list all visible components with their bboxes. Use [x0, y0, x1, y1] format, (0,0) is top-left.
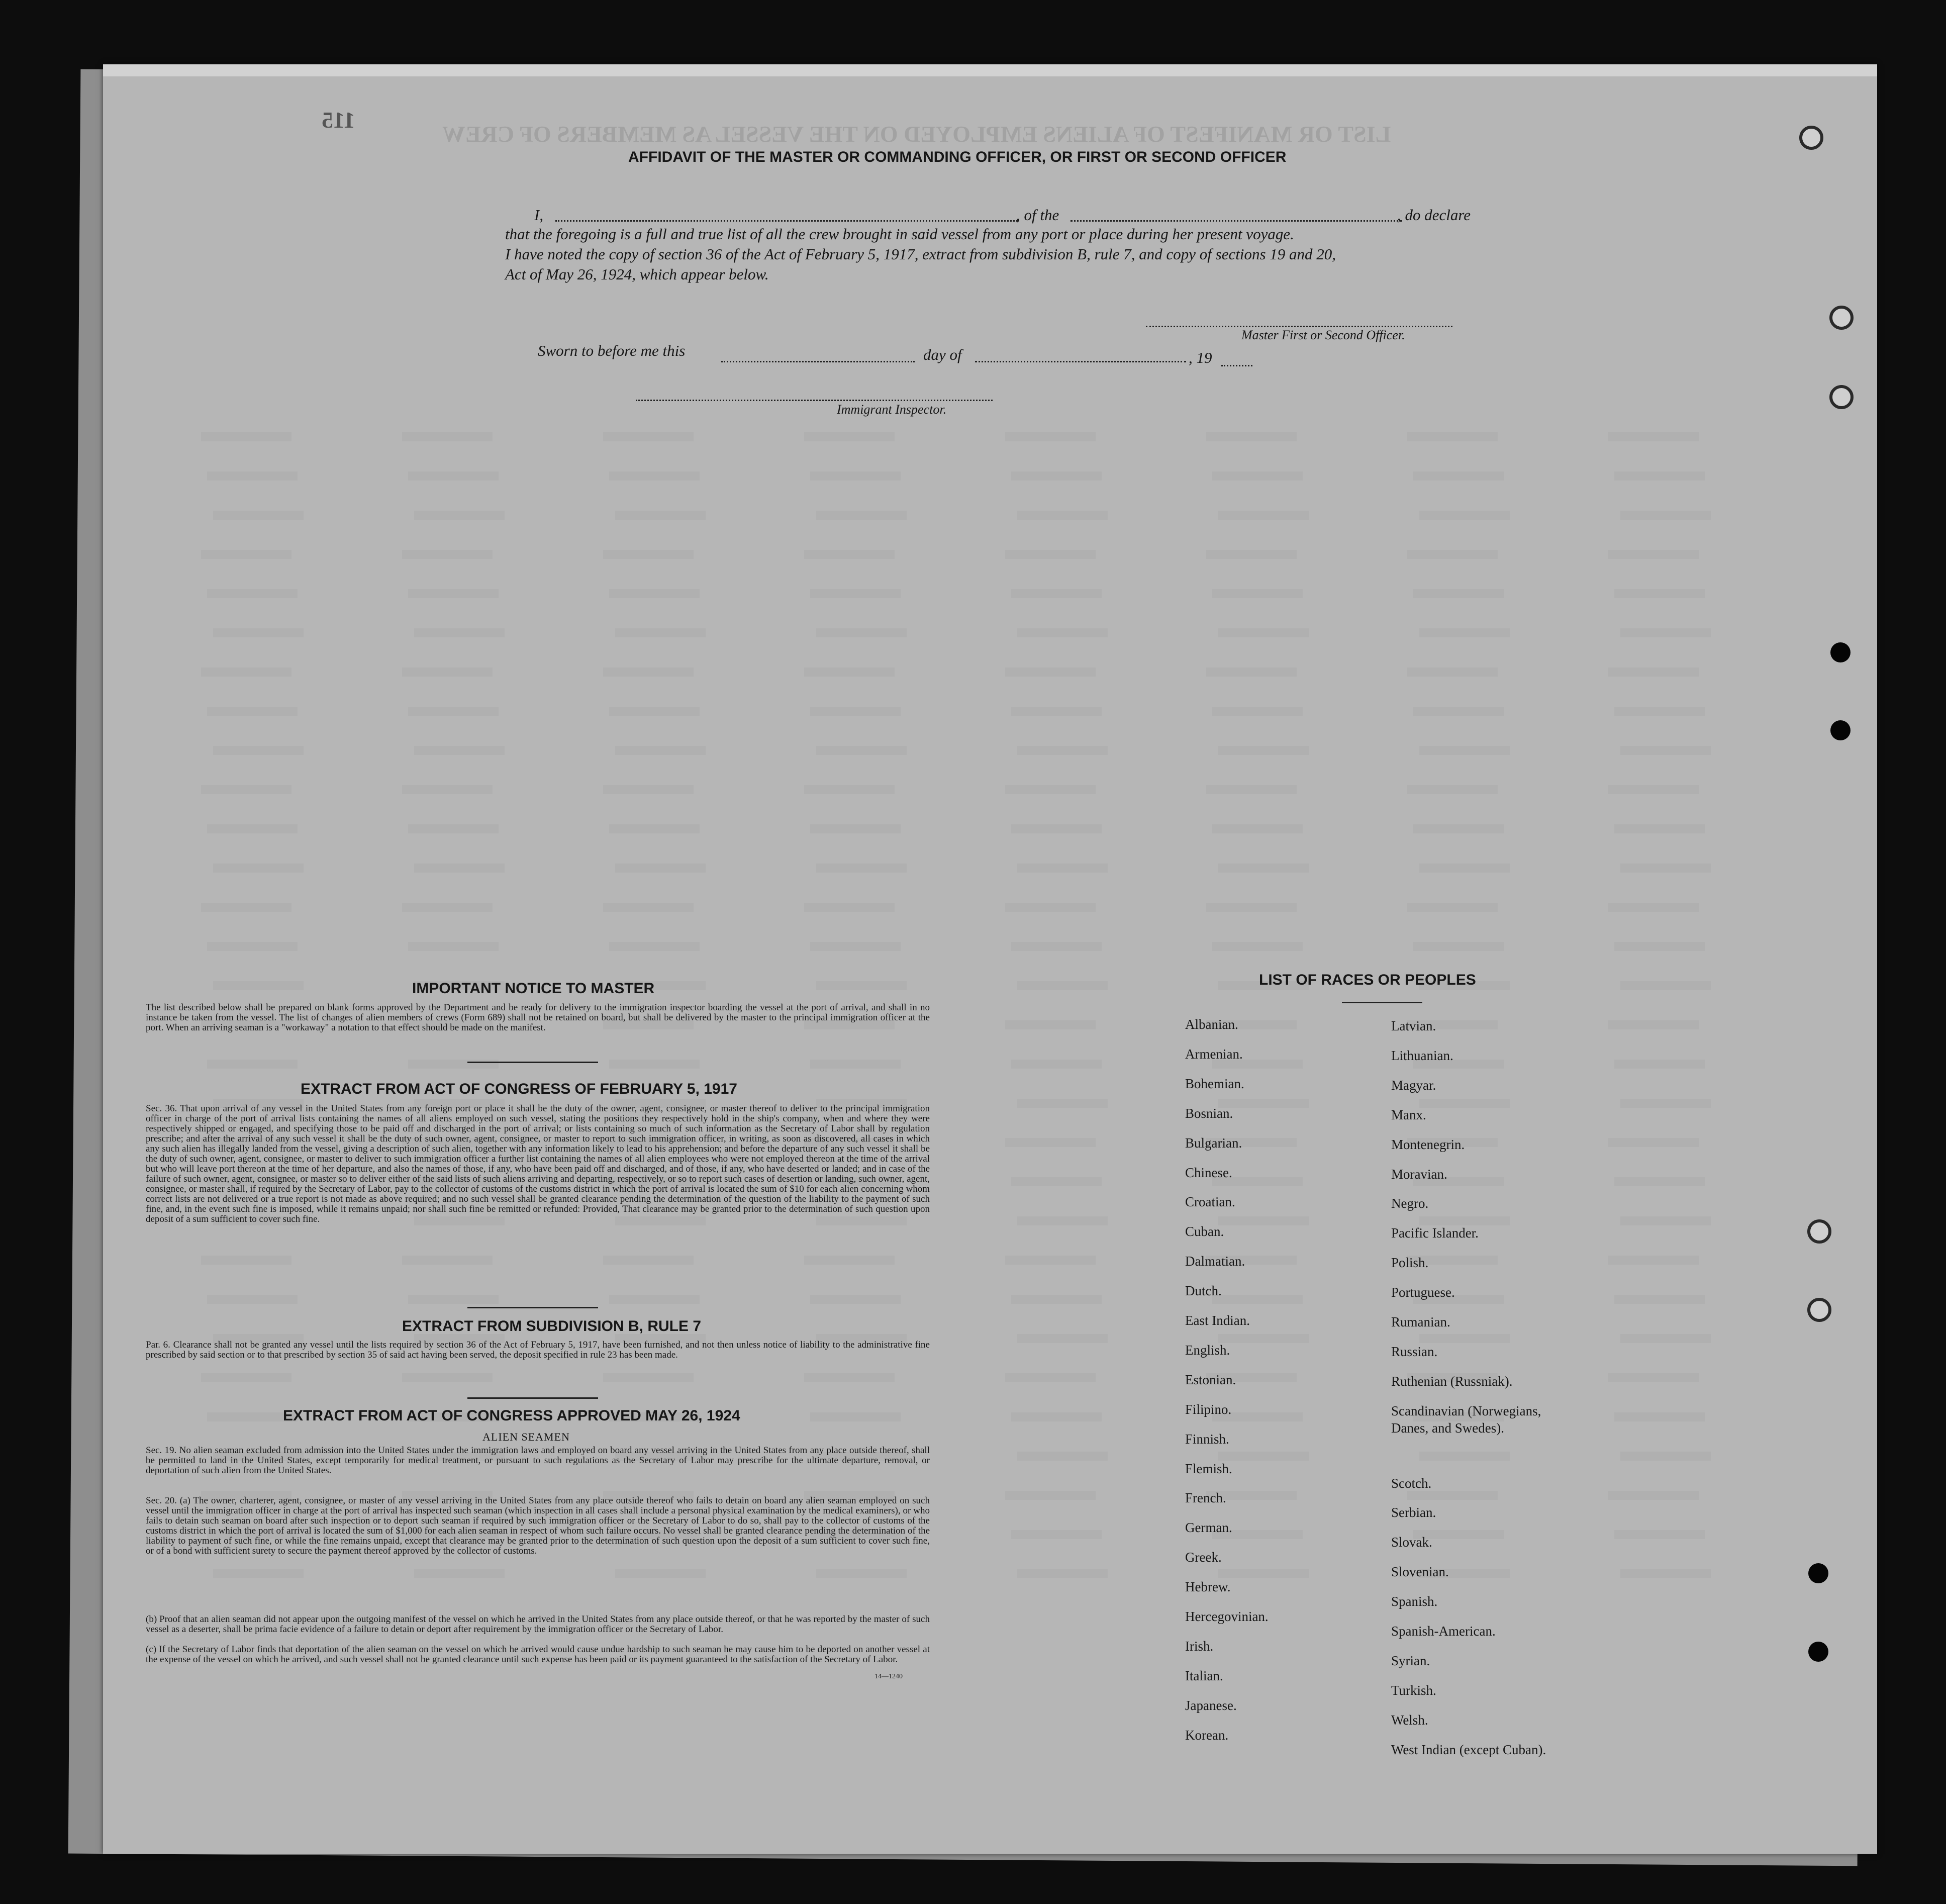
extract-1924-title: EXTRACT FROM ACT OF CONGRESS APPROVED MAY 26, 1924	[283, 1407, 740, 1424]
bleed-through-mark	[609, 707, 700, 716]
inspector-label: Immigrant Inspector.	[837, 402, 947, 417]
race-entry-right: Spanish.	[1391, 1594, 1438, 1609]
sec19-text: Sec. 19. No alien seaman excluded from admission into the United States under the immigration laws and employed on board any vessel arriving in the United States from any place outside thereof, shall be permitted to land in the United States, except temporarily for medical treatment, or pursuant to such regulations as the Secretary of Labor may prescribe for the ultimate departure, removal, or deportation of such alien from the United States.	[146, 1445, 930, 1476]
bleed-through-mark	[1413, 942, 1504, 951]
bleed-through-mark	[1005, 432, 1096, 441]
bleed-through-mark	[1212, 707, 1303, 716]
bleed-through-mark	[1212, 1295, 1303, 1304]
bleed-through-mark	[1608, 1020, 1699, 1029]
bleed-through-mark	[603, 785, 694, 794]
bleed-through-mark	[1620, 1334, 1711, 1343]
bleed-through-mark	[1212, 471, 1303, 481]
bleed-through-mark	[1218, 746, 1309, 755]
bleed-through-mark	[1212, 589, 1303, 598]
race-entry-right: Turkish.	[1391, 1682, 1436, 1698]
race-entry-left: Flemish.	[1185, 1461, 1232, 1476]
race-entry-left: Chinese.	[1185, 1165, 1232, 1180]
affidavit-line-3: Act of May 26, 1924, which appear below.	[505, 265, 769, 283]
punch-hole	[1830, 642, 1851, 662]
bleed-through-mark	[1005, 1491, 1096, 1500]
bleed-through-mark	[213, 746, 304, 755]
race-entry-left: Bulgarian.	[1185, 1135, 1242, 1151]
bleed-through-mark	[1218, 628, 1309, 637]
extract-1917-text: Sec. 36. That upon arrival of any vessel in the United States from any foreign port or place it shall be the duty of the owner, agent, consignee, or master thereof to deliver to the principal immigration officer in charge of the port of arrival lists containing the names of all aliens employed on such vessel, stating the positions they respectively hold in the ship's company, when and where they were respectively shipped or engaged, and specifying those to be paid off and discharged in the port of arrival; or lists containing so much of such information as the Secretary of Labor shall by regulation prescribe; and after the arrival of any such vessel it shall be the duty of such owner, agent, consignee, or master to report to such immigration officer, in writing, as soon as discovered, all cases in which any such alien has illegally landed from the vessel, giving a description of such alien, together with any information likely to lead to his apprehension; and before the departure of any such vessel it shall be the duty of such owner, agent, consignee, or master to deliver to such immigration officer a further list containing the names of all alien employees who were not employed thereon at the time of the arrival but who will leave port thereon at the time of her departure, and also the names of those, if any, who have been paid off and discharged, and of those, if any, who have deserted or landed; and in case of the failure of such owner, agent, consignee, or master so to deliver either of the said lists of such aliens arriving and departing, respectively, or so to report such cases of desertion or landing, such owner, agent, consignee, or master shall, if required by the Secretary of Labor, pay to the collector of customs of the customs district in which the port of arrival is located the sum of $10 for each alien concerning whom correct lists are not delivered or a true report is not made as above required; and no such vessel shall be granted clearance pending the determination of the question of the liability to the payment of such fine, and, in the event such fine is imposed, while it remains unpaid; nor shall such fine be remitted or refunded: Provided, That clearance may be granted prior to the determination of such question upon deposit of a sum sufficient to cover such fine.	[146, 1103, 930, 1224]
master-signature-field[interactable]	[1146, 326, 1452, 327]
bleed-through-mark	[207, 1060, 298, 1069]
notice-title: IMPORTANT NOTICE TO MASTER	[412, 980, 655, 997]
race-entry-left: Armenian.	[1185, 1046, 1243, 1062]
race-entry-right: Slovak.	[1391, 1535, 1432, 1550]
bleed-through-mark	[804, 432, 895, 441]
bleed-through-mark	[1620, 628, 1711, 637]
bleed-through-mark	[408, 589, 499, 598]
bleed-through-mark	[1017, 864, 1108, 873]
sworn-day-field[interactable]	[721, 361, 915, 362]
bleed-through-mark	[201, 903, 291, 912]
bleed-through-mark	[1005, 1373, 1096, 1382]
binder-ring	[1829, 306, 1854, 330]
bleed-through-mark	[1614, 1530, 1705, 1539]
bleed-through-mark	[1407, 550, 1498, 559]
race-entry-right: Lithuanian.	[1391, 1048, 1453, 1063]
race-entry-right: Pacific Islander.	[1391, 1225, 1479, 1241]
bleed-through-mark	[804, 1256, 895, 1265]
bleed-through-mark	[816, 746, 907, 755]
bleed-through-mark	[816, 864, 907, 873]
bleed-through-mark	[603, 1256, 694, 1265]
bleed-through-mark	[816, 981, 907, 990]
bleed-through-mark	[1206, 432, 1297, 441]
bleed-through-mark	[804, 550, 895, 559]
race-entry-left: Hebrew.	[1185, 1579, 1231, 1595]
bleed-through-mark	[603, 903, 694, 912]
bleed-through-mark	[615, 864, 706, 873]
bleed-through-mark	[207, 471, 298, 481]
bleed-through-mark	[408, 824, 499, 833]
bleed-through-mark	[1011, 1177, 1102, 1186]
bleed-through-mark	[1614, 942, 1705, 951]
bleed-through-mark	[816, 1569, 907, 1578]
bleed-through-mark	[1614, 707, 1705, 716]
bleed-through-mark	[615, 1569, 706, 1578]
bleed-through-mark	[1017, 511, 1108, 520]
bleed-through-mark	[1206, 668, 1297, 677]
races-title: LIST OF RACES OR PEOPLES	[1259, 972, 1476, 988]
alien-seamen-subtitle: ALIEN SEAMEN	[482, 1431, 570, 1443]
bleed-through-mark	[1218, 864, 1309, 873]
bleed-through-mark	[609, 589, 700, 598]
binder-ring	[1799, 126, 1823, 150]
bleed-through-mark	[1614, 824, 1705, 833]
bleed-through-mark	[1011, 824, 1102, 833]
race-entry-left: German.	[1185, 1520, 1232, 1536]
bleed-through-mark	[603, 550, 694, 559]
sec20c-text: (c) If the Secretary of Labor finds that deportation of the alien seaman on the vessel on which he arrived would cause undue hardship to such seaman he may cause him to be deported on another vessel at the expense of the vessel on which he arrived, and such vessel shall not be granted clearance until such expense has been paid or its payment guaranteed to the satisfaction of the Secretary of Labor.	[146, 1644, 930, 1665]
bleed-through-mark	[810, 707, 901, 716]
bleed-through-mark	[402, 785, 493, 794]
bleed-through-mark	[1218, 1334, 1309, 1343]
bleed-through-mark	[1620, 1099, 1711, 1108]
bleed-through-mark	[816, 511, 907, 520]
bleed-through-mark	[402, 903, 493, 912]
bleed-through-mark	[1011, 589, 1102, 598]
divider	[467, 1397, 598, 1399]
bleed-through-mark	[408, 707, 499, 716]
sec20a-text: Sec. 20. (a) The owner, charterer, agent, consignee, or master of any vessel arriving in the United States from any place outside thereof who fails to detain on board any alien seaman employed on such vessel until the immigration officer in charge at the port of arrival has inspected such seaman (which inspection in all cases shall include a personal physical examination by the medical examiners), or who fails to detain such seaman on board after such inspection or to deport such seaman if required by such immigration officer or the Secretary of Labor to do so, shall pay to the collector of customs of the customs district in which the port of arrival is located the sum of $1,000 for each alien seaman in respect of whom such failure occurs. No vessel shall be granted clearance pending the determination of the liability to payment of such fine, or while the fine remains unpaid, except that clearance may be granted prior to the determination of such question upon the deposit of a sum sufficient to cover such fine, or of a bond with sufficient surety to secure the payment thereof approved by the collector of customs.	[146, 1495, 930, 1556]
bleed-through-mark	[1005, 1020, 1096, 1029]
race-entry-left: French.	[1185, 1490, 1226, 1506]
race-entry-right: Welsh.	[1391, 1712, 1428, 1728]
bleed-through-mark	[810, 942, 901, 951]
binder-ring	[1829, 385, 1854, 409]
bleed-through-mark	[414, 746, 505, 755]
affidavit-i-label: I,	[534, 206, 544, 224]
bleed-through-mark	[816, 628, 907, 637]
bleed-through-mark	[201, 1256, 291, 1265]
bleed-through-mark	[1614, 1177, 1705, 1186]
page-number: 115	[322, 107, 355, 133]
bleed-through-mark	[201, 432, 291, 441]
bleed-through-mark	[1218, 1569, 1309, 1578]
bleed-through-mark	[1614, 1412, 1705, 1421]
bleed-through-mark	[1620, 1569, 1711, 1578]
bleed-through-mark	[414, 1569, 505, 1578]
sec20b-text: (b) Proof that an alien seaman did not appear upon the outgoing manifest of the vessel on which he arrived in the United States from any place outside thereof, or that he was reported by the master of such vessel as a deserter, shall be prima facie evidence of a failure to detain or deport after requirement by the immigration officer or the Secretary of Labor.	[146, 1614, 930, 1635]
bleed-through-mark	[402, 668, 493, 677]
affidavit-line-1: that the foregoing is a full and true list of all the crew brought in said vessel from any port or place during her present voyage.	[505, 225, 1294, 243]
bleed-through-mark	[408, 1060, 499, 1069]
bleed-through-mark	[609, 471, 700, 481]
bleed-through-mark	[810, 824, 901, 833]
bleed-through-mark	[1017, 1334, 1108, 1343]
bleed-through-mark	[1005, 785, 1096, 794]
sworn-label: Sworn to before me this	[538, 342, 686, 359]
race-entry-right: West Indian (except Cuban).	[1391, 1742, 1546, 1757]
bleed-through-mark	[609, 1295, 700, 1304]
bleed-through-mark	[1608, 668, 1699, 677]
bleed-through-mark	[207, 589, 298, 598]
race-entry-right: Syrian.	[1391, 1653, 1430, 1668]
notice-text: The list described below shall be prepared on blank forms approved by the Department and be ready for delivery to the immigration inspector boarding the vessel at the port of arrival, and shall in no instance be taken from the vessel. The list of changes of alien members of crews (Form 689) shall not be retained on board, but shall be delivered by the master to the principal immigration officer at the port. When an arriving seaman is a "workaway" a notation to that effect should be made on the manifest.	[146, 1002, 930, 1033]
document-page	[103, 64, 1877, 1854]
bleed-through-mark	[1206, 785, 1297, 794]
bleed-through-mark	[810, 1295, 901, 1304]
race-entry-left: Filipino.	[1185, 1401, 1232, 1417]
bleed-through-mark	[1011, 942, 1102, 951]
bleed-through-mark	[810, 589, 901, 598]
bleed-through-mark	[1218, 1452, 1309, 1461]
sworn-year-field[interactable]	[1221, 365, 1252, 366]
bleed-through-mark	[1005, 1138, 1096, 1147]
race-entry-right: Rumanian.	[1391, 1314, 1450, 1329]
race-entry-left: Bosnian.	[1185, 1105, 1233, 1121]
bleed-through-mark	[1407, 432, 1498, 441]
bleed-through-mark	[1614, 589, 1705, 598]
bleed-through-mark	[1407, 785, 1498, 794]
bleed-through-mark	[408, 942, 499, 951]
race-entry-right: Danes, and Swedes).	[1391, 1420, 1504, 1436]
bleed-through-mark	[1005, 1256, 1096, 1265]
divider	[467, 1307, 598, 1308]
bleed-through-mark	[1620, 864, 1711, 873]
bleed-through-mark	[1419, 1334, 1510, 1343]
bleed-through-mark	[615, 511, 706, 520]
punch-hole	[1808, 1563, 1828, 1583]
bleed-through-mark	[609, 942, 700, 951]
race-entry-left: Irish.	[1185, 1638, 1214, 1654]
bleed-through-mark	[207, 942, 298, 951]
bleed-through-mark	[1614, 1060, 1705, 1069]
bleed-through-mark	[1608, 550, 1699, 559]
bleed-through-mark	[615, 628, 706, 637]
bleed-through-mark	[408, 1295, 499, 1304]
bleed-through-mark	[1413, 589, 1504, 598]
bleed-through-mark	[1011, 1060, 1102, 1069]
extract-1917-title: EXTRACT FROM ACT OF CONGRESS OF FEBRUARY 5, 1917	[301, 1081, 737, 1097]
race-entry-left: English.	[1185, 1342, 1230, 1358]
bleed-through-mark	[615, 746, 706, 755]
bleed-through-mark	[213, 1569, 304, 1578]
bleed-through-mark	[201, 668, 291, 677]
bleed-through-mark	[402, 432, 493, 441]
sworn-month-field[interactable]	[975, 361, 1186, 362]
bleed-through-mark	[603, 432, 694, 441]
bleed-through-mark	[1608, 1256, 1699, 1265]
race-entry-left: Finnish.	[1185, 1431, 1229, 1447]
bleed-through-mark	[1620, 1452, 1711, 1461]
bleed-through-mark	[1011, 1295, 1102, 1304]
bleed-through-mark	[1212, 942, 1303, 951]
bleed-through-mark	[1419, 746, 1510, 755]
race-entry-left: Croatian.	[1185, 1194, 1235, 1210]
race-entry-left: Bohemian.	[1185, 1076, 1244, 1091]
bleed-through-mark	[1608, 903, 1699, 912]
race-entry-right: Russian.	[1391, 1344, 1438, 1359]
binder-ring	[1807, 1298, 1831, 1322]
divider	[467, 1062, 598, 1063]
bleed-through-mark	[1017, 628, 1108, 637]
race-entry-right: Montenegrin.	[1391, 1136, 1465, 1152]
bleed-through-mark	[207, 824, 298, 833]
bleed-through-mark	[213, 628, 304, 637]
bleed-through-mark	[810, 1060, 901, 1069]
vessel-name-field[interactable]	[1071, 220, 1402, 222]
bleed-through-mark	[1419, 628, 1510, 637]
bleed-through-mark	[1017, 1569, 1108, 1578]
extract-rule7-title: EXTRACT FROM SUBDIVISION B, RULE 7	[402, 1318, 702, 1335]
bleed-through-mark	[609, 824, 700, 833]
bleed-through-mark	[1608, 432, 1699, 441]
race-entry-right: Polish.	[1391, 1255, 1429, 1271]
bleed-through-mark	[1005, 550, 1096, 559]
day-of-label: day of	[923, 346, 962, 363]
race-entry-right: Scandinavian (Norwegians,	[1391, 1403, 1541, 1418]
race-entry-right: Negro.	[1391, 1196, 1429, 1211]
race-entry-right: Magyar.	[1391, 1077, 1436, 1093]
affidavit-do-declare: , do declare	[1397, 206, 1471, 224]
race-entry-left: Dutch.	[1185, 1283, 1222, 1299]
bleed-through-mark	[1407, 1491, 1498, 1500]
bleed-through-mark	[1407, 903, 1498, 912]
page-top-edge	[103, 64, 1877, 76]
master-signature-label: Master First or Second Officer.	[1241, 328, 1405, 342]
bleed-through-mark	[603, 668, 694, 677]
bleed-through-mark	[402, 1373, 493, 1382]
bleed-through-mark	[414, 864, 505, 873]
bleed-through-mark	[201, 1373, 291, 1382]
bleed-through-mark	[1419, 1216, 1510, 1225]
bleed-through-mark	[609, 1060, 700, 1069]
bleed-through-mark	[1017, 981, 1108, 990]
bleed-through-mark	[810, 1412, 901, 1421]
race-entry-left: East Indian.	[1185, 1313, 1250, 1328]
divider	[1342, 1002, 1422, 1003]
bleed-through-mark	[1413, 471, 1504, 481]
affidavit-line-2: I have noted the copy of section 36 of the Act of February 5, 1917, extract from subdivision B, rule 7, and copy of sections 19 and 20,	[505, 245, 1336, 263]
bleed-through-mark	[1218, 1216, 1309, 1225]
year-label: , 19	[1189, 349, 1212, 366]
bleed-through-mark	[213, 981, 304, 990]
race-entry-right: Spanish-American.	[1391, 1624, 1496, 1639]
bleed-through-mark	[1005, 903, 1096, 912]
affidavit-title: AFFIDAVIT OF THE MASTER OR COMMANDING OFFICER, OR FIRST OR SECOND OFFICER	[628, 149, 1287, 165]
bleed-through-mark	[207, 1295, 298, 1304]
bleed-through-mark	[402, 550, 493, 559]
bleed-through-mark	[1011, 707, 1102, 716]
bleed-through-mark	[1608, 785, 1699, 794]
race-entry-left: Cuban.	[1185, 1224, 1224, 1240]
race-entry-right: Moravian.	[1391, 1166, 1447, 1182]
race-entry-left: Estonian.	[1185, 1372, 1236, 1387]
race-entry-right: Latvian.	[1391, 1018, 1436, 1033]
bleed-through-mark	[1614, 1295, 1705, 1304]
bleed-through-mark	[213, 864, 304, 873]
bleed-through-mark	[1419, 864, 1510, 873]
punch-hole	[1830, 720, 1851, 740]
race-entry-left: Korean.	[1185, 1727, 1229, 1743]
bleed-through-mark	[213, 511, 304, 520]
bleed-through-mark	[1620, 511, 1711, 520]
declarant-name-field[interactable]	[555, 220, 1018, 222]
binder-ring	[1807, 1219, 1831, 1244]
bleed-through-mark	[1419, 1452, 1510, 1461]
bleed-through-mark	[1419, 1099, 1510, 1108]
bleed-through-mark	[1005, 668, 1096, 677]
bleed-through-mark	[1011, 1412, 1102, 1421]
bleed-through-mark	[1620, 981, 1711, 990]
race-entry-left: Italian.	[1185, 1668, 1223, 1683]
bleed-through-mark	[408, 471, 499, 481]
bleed-through-mark	[1608, 1138, 1699, 1147]
bleed-through-mark	[402, 1256, 493, 1265]
bleed-through-mark	[1017, 1099, 1108, 1108]
race-entry-left: Greek.	[1185, 1550, 1222, 1565]
race-entry-left: Japanese.	[1185, 1697, 1237, 1713]
bleed-through-mark	[1608, 1373, 1699, 1382]
bleed-through-mark	[201, 550, 291, 559]
bleed-through-mark	[1407, 668, 1498, 677]
bleed-through-mark	[207, 707, 298, 716]
bleed-through-mark	[804, 668, 895, 677]
race-entry-right: Ruthenian (Russniak).	[1391, 1373, 1513, 1389]
bleed-through-mark	[804, 1373, 895, 1382]
race-entry-right: Scotch.	[1391, 1475, 1432, 1491]
bleed-through-mark	[1017, 746, 1108, 755]
race-entry-right: Manx.	[1391, 1107, 1426, 1122]
bleed-through-mark	[1620, 1216, 1711, 1225]
bleed-through-mark	[1218, 511, 1309, 520]
bleed-through-mark	[1206, 550, 1297, 559]
bleed-through-mark	[1011, 471, 1102, 481]
bleed-through-mark	[201, 785, 291, 794]
bleed-through-heading: LIST OR MANIFEST OF ALIENS EMPLOYED ON THE VESSEL AS MEMBERS OF CREW	[442, 121, 1391, 147]
bleed-through-mark	[1620, 746, 1711, 755]
bleed-through-mark	[1017, 1216, 1108, 1225]
race-entry-right: Portuguese.	[1391, 1285, 1455, 1300]
race-entry-left: Dalmatian.	[1185, 1254, 1245, 1269]
bleed-through-mark	[414, 511, 505, 520]
bleed-through-mark	[1413, 707, 1504, 716]
race-entry-right: Serbian.	[1391, 1505, 1436, 1520]
inspector-signature-field[interactable]	[636, 400, 993, 401]
affidavit-of-the: , of the	[1016, 206, 1059, 224]
bleed-through-mark	[804, 903, 895, 912]
bleed-through-mark	[603, 1373, 694, 1382]
bleed-through-mark	[1413, 824, 1504, 833]
bleed-through-mark	[1011, 1530, 1102, 1539]
form-number: 14—1240	[874, 1673, 903, 1680]
extract-rule7-text: Par. 6. Clearance shall not be granted any vessel until the lists required by section 36 of the Act of February 5, 1917, have been furnished, and not then unless notice of liability to the administrative fine prescribed by said section or to that prescribed by section 35 of said act having been served, the deposit specified in rule 23 has been made.	[146, 1340, 930, 1360]
race-entry-right: Slovenian.	[1391, 1564, 1449, 1580]
bleed-through-mark	[414, 628, 505, 637]
bleed-through-mark	[1608, 1491, 1699, 1500]
bleed-through-mark	[1212, 824, 1303, 833]
bleed-through-mark	[1614, 471, 1705, 481]
bleed-through-mark	[1419, 511, 1510, 520]
punch-hole	[1808, 1642, 1828, 1662]
race-entry-left: Albanian.	[1185, 1017, 1238, 1032]
bleed-through-mark	[1017, 1452, 1108, 1461]
bleed-through-mark	[804, 785, 895, 794]
bleed-through-mark	[1206, 903, 1297, 912]
bleed-through-mark	[810, 471, 901, 481]
race-entry-left: Hercegovinian.	[1185, 1609, 1269, 1624]
